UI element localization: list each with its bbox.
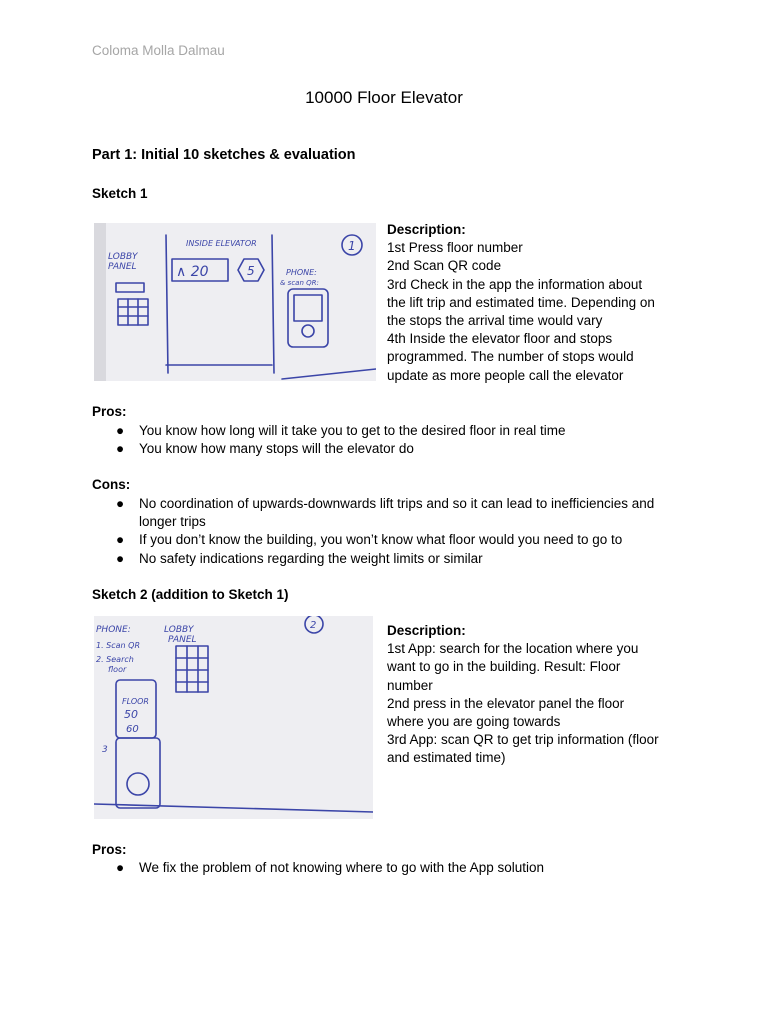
bullet-icon: ● — [116, 550, 125, 566]
sketch-2-app-floor-num: 50 — [124, 708, 138, 721]
sketch-1-description-line: 3rd Check in the app the information about — [387, 276, 643, 292]
part-heading: Part 1: Initial 10 sketches & evaluation — [92, 147, 356, 163]
sketch-1-heading: Sketch 1 — [92, 186, 148, 201]
sketch-1-scan-text: & scan QR: — [280, 279, 319, 287]
list-item-text: If you don’t know the building, you won’t know what floor would you need to go to — [139, 532, 623, 548]
sketch-1-phone-text: PHONE: — [286, 268, 317, 277]
sketch-1-corner-text: 1 — [348, 239, 356, 253]
list-item-text: You know how many stops will the elevator do — [139, 441, 414, 457]
list-item-text: No coordination of upwards-downwards lift trips and so it can lead to inefficiencies and longer trips — [139, 496, 655, 530]
sketch-2-description — [387, 622, 687, 768]
sketch-2-phone-text: PHONE: — [96, 625, 131, 635]
sketch-2-pros-label: Pros: — [92, 842, 127, 857]
list-item — [92, 495, 672, 531]
sketch-1-image — [94, 223, 376, 381]
sketch-2-heading: Sketch 2 (addition to Sketch 1) — [92, 587, 289, 602]
sketch-1-stops-text: 5 — [247, 264, 255, 278]
sketch-1-pros-list — [92, 422, 672, 458]
list-item-text: You know how long will it take you to get to the desired floor in real time — [139, 423, 566, 438]
sketch-1-description-label: Description: — [387, 222, 466, 237]
sketch-1-description-line: the lift trip and estimated time. Depending on — [387, 294, 655, 310]
list-item — [92, 531, 672, 549]
bullet-icon: ● — [116, 532, 125, 548]
list-item-text: No safety indications regarding the weight limits or similar — [139, 550, 483, 566]
document-title: 10000 Floor Elevator — [305, 88, 463, 107]
list-item — [92, 422, 672, 440]
sketch-1-description — [387, 221, 687, 385]
sketch-1-cons-list — [92, 495, 672, 568]
sketch-2-description-line: where you are going towards — [387, 714, 561, 730]
sketch-1-cons-label: Cons: — [92, 477, 131, 492]
sketch-1-description-line: 4th Inside the elevator floor and stops — [387, 331, 613, 347]
sketch-2-description-line: and estimated time) — [387, 750, 506, 766]
sketch-1-description-line: programmed. The number of stops would — [387, 349, 634, 365]
bullet-icon: ● — [116, 496, 125, 511]
sketch-1-description-line: the stops the arrival time would vary — [387, 313, 603, 329]
sketch-1-description-line: 2nd Scan QR code — [387, 258, 502, 274]
sketch-1-lobby-text: LOBBY — [108, 252, 138, 262]
sketch-2-step3-text: 3 — [102, 745, 108, 755]
bullet-icon: ● — [116, 441, 125, 457]
bullet-icon: ● — [116, 860, 125, 875]
sketch-2-description-line: number — [387, 677, 433, 693]
sketch-1-panel-text: PANEL — [108, 262, 137, 272]
bullet-icon: ● — [116, 423, 125, 438]
list-item — [92, 440, 672, 458]
sketch-1-description-line: 1st Press floor number — [387, 240, 523, 256]
list-item — [92, 550, 672, 568]
sketch-2-step1-text: 1. Scan QR — [96, 641, 141, 650]
sketch-2-description-line: 3rd App: scan QR to get trip information (floor — [387, 732, 659, 748]
sketch-2-corner-text: 2 — [310, 620, 317, 631]
sketch-2-description-line: 1st App: search for the location where you — [387, 641, 639, 657]
sketch-2-app-floor-text: FLOOR — [122, 697, 149, 706]
sketch-1-pros-label: Pros: — [92, 404, 127, 419]
sketch-2-panel-text: PANEL — [168, 635, 197, 645]
sketch-1-display-text: ∧ 20 — [176, 264, 209, 280]
sketch-1-description-line: update as more people call the elevator — [387, 367, 624, 383]
list-item-text: We fix the problem of not knowing where to go with the App solution — [139, 860, 544, 875]
sketch-2-lobby-text: LOBBY — [164, 625, 194, 635]
sketch-2-pros-list — [92, 859, 672, 877]
sketch-1-elevator-text: INSIDE ELEVATOR — [186, 239, 257, 248]
sketch-2-description-line: want to go in the building. Result: Floor — [387, 659, 621, 675]
sketch-2-description-line: 2nd press in the elevator panel the floor — [387, 695, 625, 711]
list-item — [92, 859, 672, 877]
sketch-2-app-time: 60 — [126, 724, 139, 735]
sketch-2-step2-text: 2. Search — [96, 655, 134, 664]
sketch-2-description-label: Description: — [387, 623, 466, 638]
document-author: Coloma Molla Dalmau — [92, 43, 225, 58]
sketch-2-image — [94, 616, 373, 819]
sketch-2-floor-text: floor — [108, 665, 127, 674]
